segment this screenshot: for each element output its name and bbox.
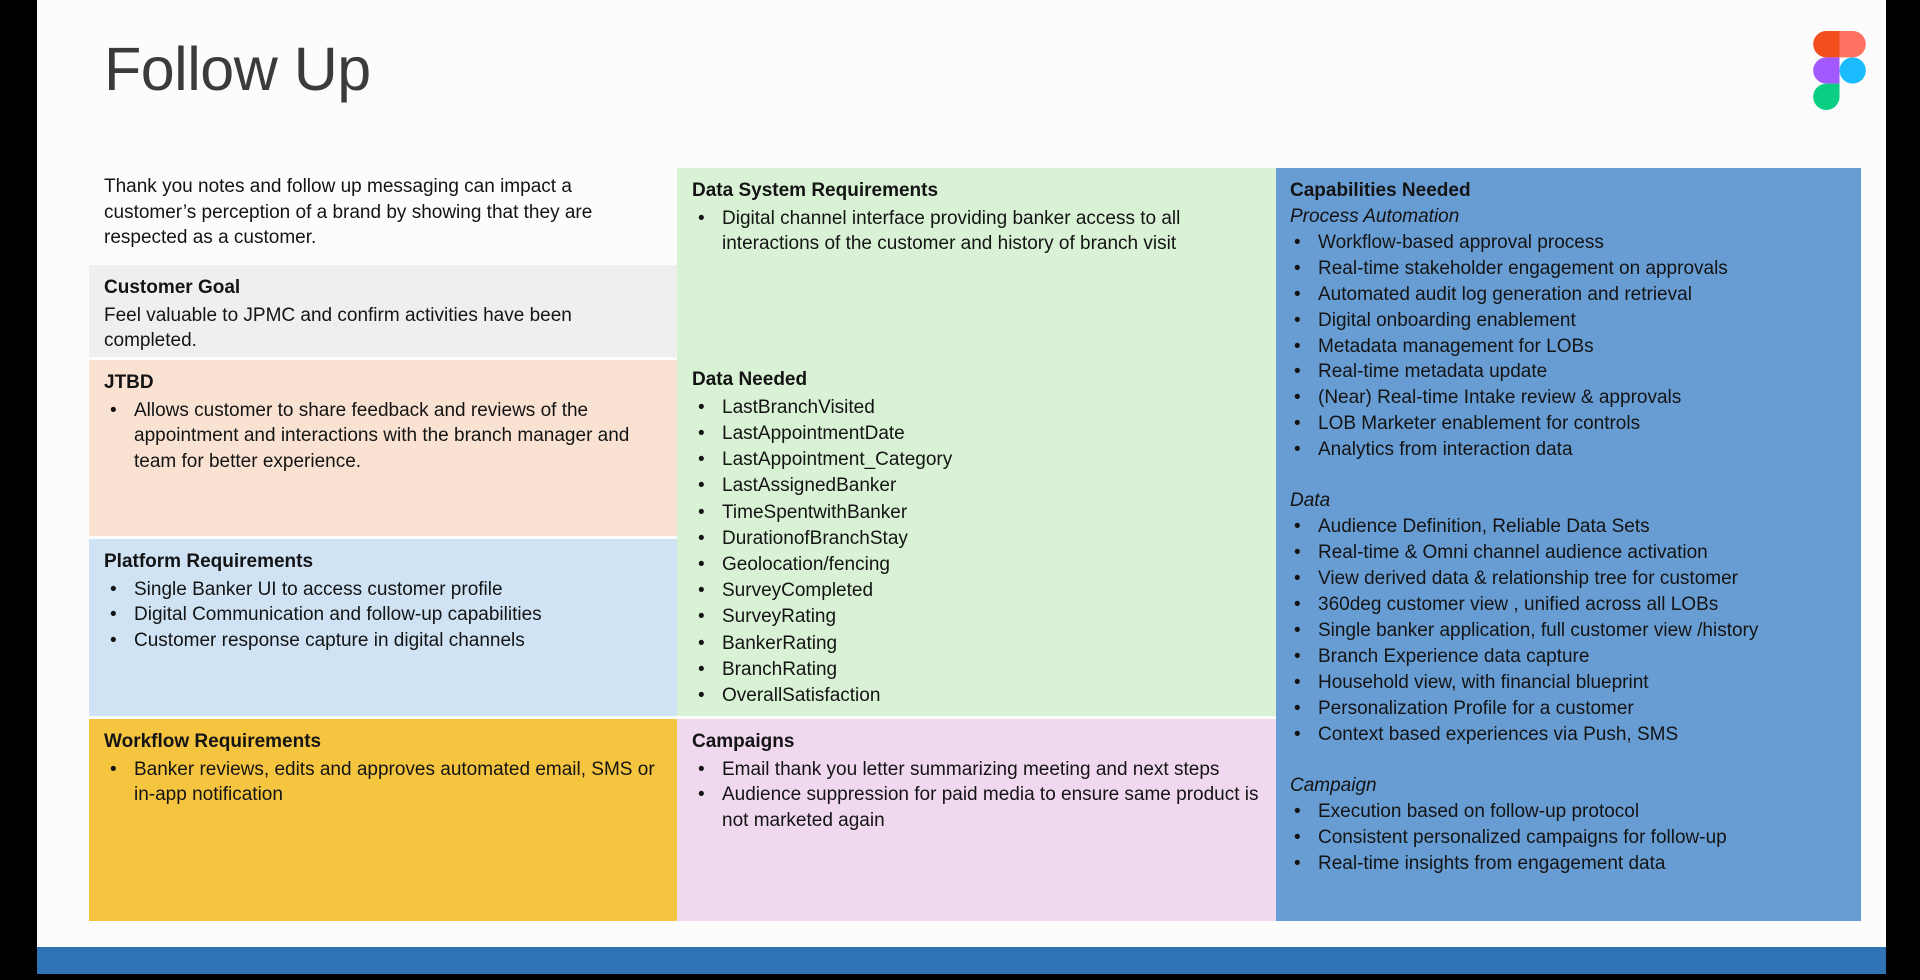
bullet-item <box>1294 799 1847 825</box>
bullet-item <box>698 604 1260 630</box>
data-needed-box <box>677 357 1276 716</box>
campaigns-box <box>677 719 1276 921</box>
bullet-item <box>1294 334 1847 360</box>
bullet-text: • Email thank you letter summarizing meeting and next steps <box>722 758 1220 780</box>
bullet-item <box>698 526 1260 552</box>
bullet-item <box>110 757 661 809</box>
campaign-bullets <box>1290 799 1847 877</box>
bullet-text: • Context based experiences via Push, SMS <box>1318 723 1679 745</box>
capabilities-section-campaign <box>1290 773 1847 877</box>
bullet-item <box>698 552 1260 578</box>
customer-goal-body: Feel valuable to JPMC and confirm activities have been completed. <box>104 304 572 352</box>
bullet-item <box>698 473 1260 499</box>
bullet-text: • LastAppointmentDate <box>722 422 905 444</box>
campaign-subheading: Campaign <box>1290 774 1377 796</box>
bullet-item <box>698 631 1260 657</box>
workflow-requirements-heading: Workflow Requirements <box>104 731 322 752</box>
bullet-text: • Real-time insights from engagement data <box>1318 852 1666 874</box>
bullet-item <box>1294 825 1847 851</box>
bullet-text: • Audience suppression for paid media to ensure same product is not marketed again <box>722 784 1259 832</box>
bullet-text: • Analytics from interaction data <box>1318 439 1573 461</box>
bullet-text: • BankerRating <box>722 632 838 654</box>
data-subheading: Data <box>1290 490 1331 512</box>
bullet-text: • BranchRating <box>722 658 838 680</box>
bullet-text: • LastBranchVisited <box>722 396 875 418</box>
bullet-item <box>1294 385 1847 411</box>
bullet-text: • Allows customer to share feedback and reviews of the appointment and interactions with the branch manager and team for better experience. <box>134 399 630 473</box>
bullet-text: • Personalization Profile for a customer <box>1318 697 1634 719</box>
bullet-item <box>1294 566 1847 592</box>
bullet-item <box>1294 308 1847 334</box>
bullet-text: • Real-time stakeholder engagement on approvals <box>1318 257 1728 279</box>
bullet-item <box>1294 696 1847 722</box>
bullet-text: • SurveyCompleted <box>722 580 874 602</box>
bullet-item <box>698 206 1260 258</box>
bullet-text: • 360deg customer view , unified across all LOBs <box>1318 594 1719 616</box>
bullet-text: • Metadata management for LOBs <box>1318 335 1594 357</box>
bullet-text: • Real-time & Omni channel audience activation <box>1318 542 1708 564</box>
bullet-item <box>1294 670 1847 696</box>
campaigns-heading: Campaigns <box>692 731 795 752</box>
bullet-text: • TimeSpentwithBanker <box>722 501 908 523</box>
bullet-text: • Real-time metadata update <box>1318 361 1548 383</box>
bullet-item <box>1294 282 1847 308</box>
jtbd-bullets <box>104 398 661 475</box>
bullet-item <box>698 421 1260 447</box>
bullet-text: • SurveyRating <box>722 606 837 628</box>
bullet-text: • Customer response capture in digital channels <box>134 630 525 652</box>
bullet-item <box>1294 644 1847 670</box>
process-automation-subheading: Process Automation <box>1290 205 1460 227</box>
page-title: Follow Up <box>104 35 371 103</box>
bullet-item <box>1294 437 1847 463</box>
process-automation-bullets <box>1290 230 1847 463</box>
bullet-item <box>110 398 661 475</box>
capabilities-section-process-automation <box>1290 204 1847 464</box>
bullet-item <box>698 447 1260 473</box>
bullet-text: • Single banker application, full customer view /history <box>1318 620 1759 642</box>
capabilities-needed-heading: Capabilities Needed <box>1290 180 1471 201</box>
bullet-item <box>1294 411 1847 437</box>
bullet-text: • View derived data & relationship tree for customer <box>1318 568 1738 590</box>
platform-requirements-bullets <box>104 577 661 654</box>
bullet-text: • OverallSatisfaction <box>722 685 881 707</box>
bullet-text: • Branch Experience data capture <box>1318 645 1590 667</box>
bullet-text: • DurationofBranchStay <box>722 527 908 549</box>
bullet-item <box>1294 230 1847 256</box>
jtbd-heading: JTBD <box>104 372 154 393</box>
right-column <box>1276 168 1861 921</box>
bullet-item <box>1294 256 1847 282</box>
bullet-text: • LastAppointment_Category <box>722 449 953 471</box>
left-column <box>89 168 677 921</box>
bullet-text: • Digital onboarding enablement <box>1318 309 1576 331</box>
figma-logo-icon <box>1813 31 1866 110</box>
intro-text-block <box>89 168 677 263</box>
bottom-accent-bar <box>37 947 1886 974</box>
bullet-item <box>698 657 1260 683</box>
capabilities-section-data <box>1290 488 1847 748</box>
data-needed-heading: Data Needed <box>692 369 808 390</box>
bullet-item <box>698 683 1260 709</box>
bullet-text: • Household view, with financial blueprint <box>1318 671 1649 693</box>
bullet-text: • Digital Communication and follow-up capabilities <box>134 604 542 626</box>
middle-column <box>677 168 1276 921</box>
bullet-text: • Geolocation/fencing <box>722 553 890 575</box>
jtbd-box <box>89 360 677 536</box>
data-needed-bullets <box>692 395 1260 710</box>
bullet-item <box>1294 359 1847 385</box>
customer-goal-heading: Customer Goal <box>104 277 241 298</box>
bullet-item <box>1294 722 1847 748</box>
data-bullets <box>1290 514 1847 747</box>
bullet-item <box>698 578 1260 604</box>
platform-requirements-box <box>89 539 677 716</box>
bullet-item <box>698 395 1260 421</box>
bullet-item <box>698 757 1260 783</box>
bullet-text: • Digital channel interface providing banker access to all interactions of the customer and history of branch visit <box>722 207 1181 255</box>
bullet-item <box>698 782 1260 834</box>
bullet-text: • Execution based on follow-up protocol <box>1318 800 1640 822</box>
platform-requirements-heading: Platform Requirements <box>104 551 314 572</box>
bullet-text: • Workflow-based approval process <box>1318 231 1604 253</box>
workflow-requirements-box <box>89 719 677 921</box>
bullet-text: • LastAssignedBanker <box>722 475 897 497</box>
bullet-text: • LOB Marketer enablement for controls <box>1318 413 1641 435</box>
customer-goal-box <box>89 265 677 357</box>
campaigns-bullets <box>692 757 1260 834</box>
bullet-item <box>1294 514 1847 540</box>
data-system-requirements-heading: Data System Requirements <box>692 180 939 201</box>
bullet-item <box>1294 540 1847 566</box>
bullet-item <box>110 602 661 628</box>
bullet-item <box>110 628 661 654</box>
bullet-item <box>1294 851 1847 877</box>
bullet-text: • Automated audit log generation and retrieval <box>1318 283 1692 305</box>
bullet-text: • Single Banker UI to access customer profile <box>134 578 503 600</box>
bullet-item <box>698 500 1260 526</box>
data-system-requirements-box <box>677 168 1276 357</box>
intro-paragraph: Thank you notes and follow up messaging can impact a customer’s perception of a brand by showing that they are respected as a customer. <box>104 176 593 249</box>
bullet-item <box>110 577 661 603</box>
bullet-text: • Consistent personalized campaigns for follow-up <box>1318 826 1727 848</box>
capabilities-needed-box <box>1276 168 1861 921</box>
bullet-text: • Banker reviews, edits and approves automated email, SMS or in-app notification <box>134 758 655 806</box>
bullet-item <box>1294 592 1847 618</box>
bullet-text: • Audience Definition, Reliable Data Sets <box>1318 516 1650 538</box>
workflow-requirements-bullets <box>104 757 661 809</box>
bullet-item <box>1294 618 1847 644</box>
slide <box>37 0 1886 974</box>
bullet-text: • (Near) Real-time Intake review & approvals <box>1318 387 1682 409</box>
data-system-requirements-bullets <box>692 206 1260 258</box>
